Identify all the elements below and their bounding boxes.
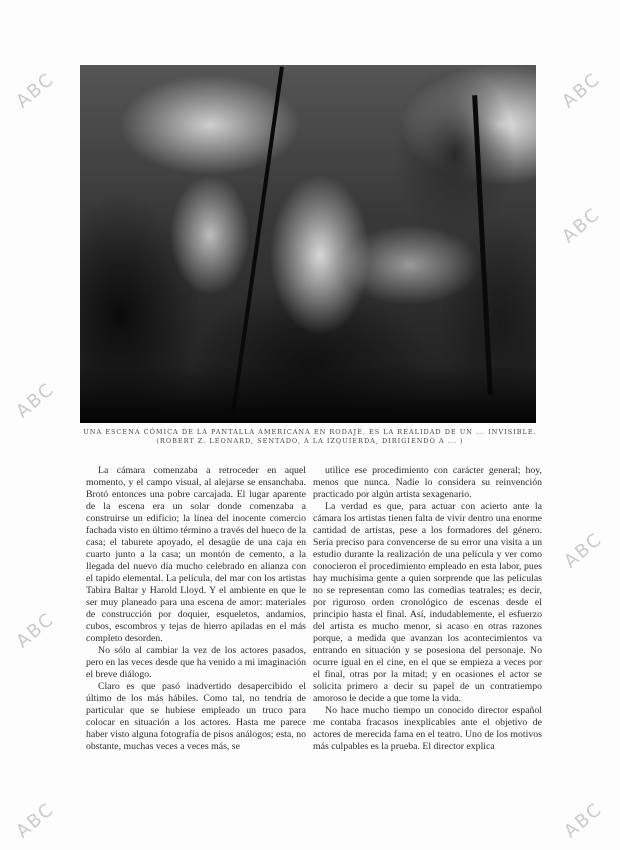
article-column-2: [313, 465, 542, 753]
paragraph: La verdad es que, para actuar con acierto ante la cámara los artistas tienen falta de vivir dentro una enorme cantidad de artistas, pese a los formadores del género. Sería preciso para convencerse de su error una visita a un estudio durante la realización de una película y ver como conocieron el procedimiento empleado en esta labor, pues hay muchísima gente a quien sorprende que las películas no se representan como las comedias teatrales; es decir, por riguroso orden cronológico de escenas desde el principio hasta el final. Así, indudablemente, el esfuerzo del artista es mucho menor, si acaso en otras razones porque, a medida que avanzan los acontecimientos va entrando en situación y se posesiona del personaje. No ocurre igual en el cine, en el que se empieza a veces por el final, otras por la mitad; y en ocasiones el actor se solicita primero a decir su papel de un contratiempo amoroso le decide a que tome la vida.: [313, 501, 542, 704]
abc-watermark: ABC: [560, 798, 607, 843]
abc-watermark: ABC: [558, 68, 605, 113]
abc-watermark: ABC: [12, 378, 59, 423]
abc-watermark: ABC: [12, 68, 59, 113]
paragraph: utilice ese procedimiento con carácter general; hoy, menos que nunca. Nadie lo considera su reinvención practicado por algún artista sexagenario.: [313, 465, 542, 500]
abc-watermark: ABC: [12, 608, 59, 653]
paragraph: La cámara comenzaba a retroceder en aquel momento, y el campo visual, al alejarse se ensanchaba. Brotó entonces una pobre carcajada. El lugar aparente de la escena era un solar donde comenzaba a construirse un edificio; la línea del inocente comercio fachada visto en último término a través del hueco de la casa; el taburete apoyado, el desagüe de una caja en cuarto junto a la casa; un montón de cemento, a la llegada del nuevo día mucho celebrado en alianza con el tapido elemental. La película, del mar con los artistas Tabira Baltar y Harold Lloyd. Y el ambiente en que le ser muy planeado para una escena de amor: materiales de construcción por doquier, esqueletos, andamios, cubos, escombros y tejas de hierro apiladas en el más completo desorden.: [86, 465, 306, 644]
paragraph: Claro es que pasó inadvertido desapercibido el último de los más hábiles. Como tal, no tendría de particular que se hubiese empleado un truco para colocar en situación a los actores. Hasta me parece haber visto alguna fotografía de pisos análogos; esta, no obstante, muchas veces a veces más, se: [86, 681, 306, 752]
photo-caption: UNA ESCENA CÓMICA DE LA PANTALLA AMERICANA EN RODAJE. ES LA REALIDAD DE UN ... INVISIBLE. (ROBERT Z. LEONARD, SENTADO, A LA IZQUIERDA, DIRIGIENDO A ... ): [83, 428, 537, 445]
paragraph: No hace mucho tiempo un conocido director español me contaba fracasos inexplicables ante el objetivo de actores de merecida fama en el teatro. Uno de los motivos más culpables es la prueba. El director explica: [313, 705, 542, 752]
abc-watermark: ABC: [558, 203, 605, 248]
film-set-photograph: [80, 65, 536, 423]
floor-shadow: [80, 365, 536, 423]
abc-watermark: ABC: [12, 798, 59, 843]
light-stand: [472, 95, 493, 395]
abc-watermark: ABC: [560, 528, 607, 573]
article-column-1: [86, 465, 306, 753]
paragraph: No sólo al cambiar la vez de los actores pasados, pero en las veces desde que ha venido a mi imaginación el breve diálogo.: [86, 645, 306, 680]
